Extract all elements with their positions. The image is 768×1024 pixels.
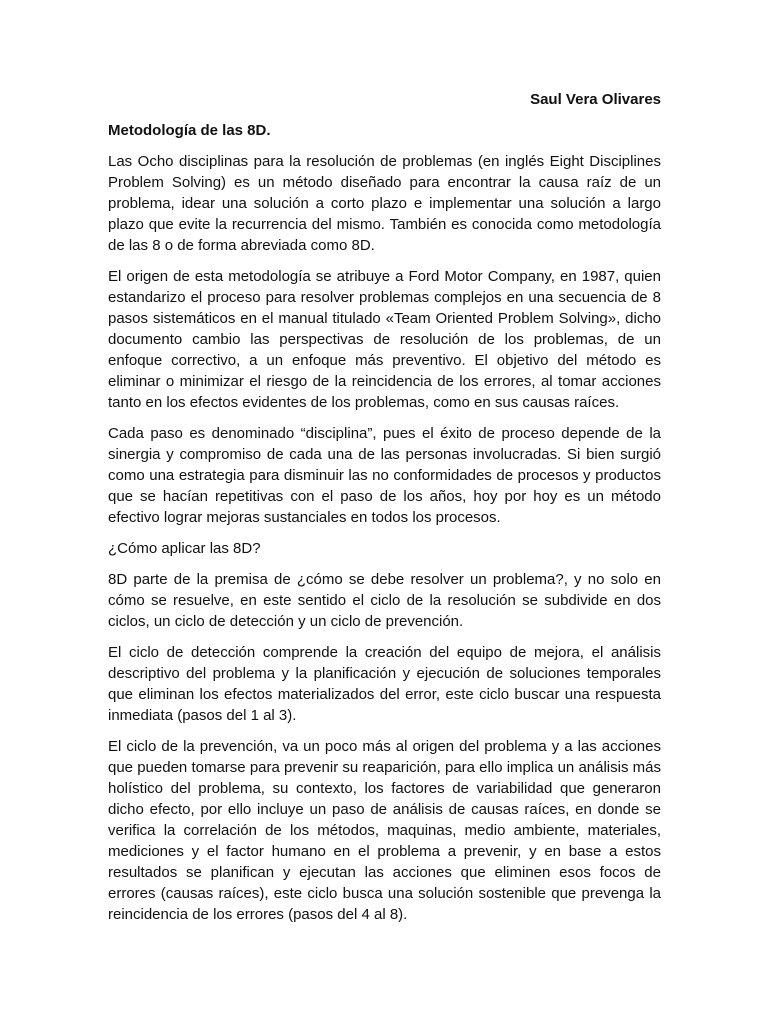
paragraph-discipline: Cada paso es denominado “disciplina”, pues el éxito de proceso depende de la sinergia y compromiso de cada una de las personas involucradas. Si bien surgió como una estrategia para disminuir las no conformidades de procesos y productos que se hacían repetitivas con el paso de los años, hoy por hoy es un método efectivo lograr mejoras sustanciales en todos los procesos.	[108, 425, 661, 526]
paragraph-intro: Las Ocho disciplinas para la resolución de problemas (en inglés Eight Disciplines Problem Solving) es un método diseñado para encontrar la causa raíz de un problema, idear una solución a corto plazo e implementar una solución a largo plazo que evite la recurrencia del mismo. También es conocida como metodología de las 8 o de forma abreviada como 8D.	[108, 153, 661, 254]
paragraph-prevention-cycle: El ciclo de la prevención, va un poco más al origen del problema y a las acciones que pueden tomarse para prevenir su reaparición, para ello implica un análisis más holístico del problema, su contexto, los factores de variabilidad que generaron dicho efecto, por ello incluye un paso de análisis de causas raíces, en donde se verifica la correlación de los métodos, maquinas, medio ambiente, materiales, mediciones y el factor humano en el problema a prevenir, y en base a estos resultados se planifican y ejecutan las acciones que eliminen esos focos de errores (causas raíces), este ciclo busca una solución sostenible que prevenga la reincidencia de los errores (pasos del 4 al 8).	[108, 738, 661, 923]
paragraph-origin: El origen de esta metodología se atribuye a Ford Motor Company, en 1987, quien estandarizo el proceso para resolver problemas complejos en una secuencia de 8 pasos sistemáticos en el manual titulado «Team Oriented Problem Solving», dicho documento cambio las perspectivas de resolución de los problemas, de un enfoque correctivo, a un enfoque más preventivo. El objetivo del método es eliminar o minimizar el riesgo de la reincidencia de los errores, al tomar acciones tanto en los efectos evidentes de los problemas, como en sus causas raíces.	[108, 268, 661, 411]
document-page	[108, 89, 661, 935]
section-question: ¿Cómo aplicar las 8D?	[108, 540, 261, 557]
paragraph-detection-cycle: El ciclo de detección comprende la creación del equipo de mejora, el análisis descriptivo del problema y la planificación y ejecución de soluciones temporales que eliminan los efectos materializados del error, este ciclo buscar una respuesta inmediata (pasos del 1 al 3).	[108, 644, 661, 724]
author-name: Saul Vera Olivares	[530, 91, 661, 108]
paragraph-premise: 8D parte de la premisa de ¿cómo se debe resolver un problema?, y no solo en cómo se resuelve, en este sentido el ciclo de la resolución se subdivide en dos ciclos, un ciclo de detección y un ciclo de prevención.	[108, 571, 661, 630]
document-title: Metodología de las 8D.	[108, 122, 271, 139]
